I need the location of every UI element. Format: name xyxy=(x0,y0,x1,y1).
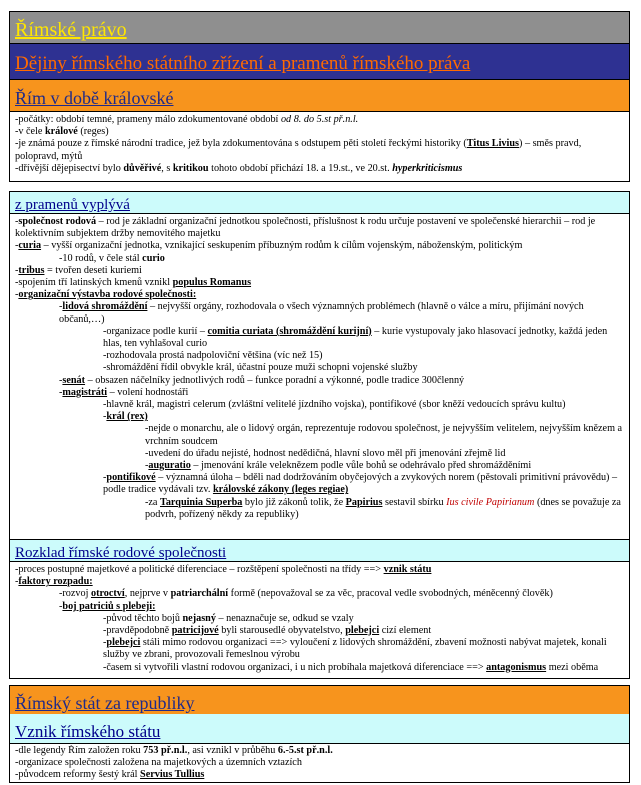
text-line: -pravděpodobně patricijové byli starousedlé obyvatelstvo, plebejci cizí element xyxy=(103,625,432,637)
section-dissolution-body xyxy=(9,562,630,679)
text-line: -10 rodů, v čele stál curio xyxy=(59,252,165,264)
subtitle xyxy=(9,44,630,80)
text-line: -v čele králové (reges) xyxy=(15,126,109,138)
text-line: -je známá pouze z římské národní tradice, jež byla zdokumentována s odstupem pěti století řeckými historiky (Titus Livius) – směs pravd, polopravd, mýtů xyxy=(15,138,582,162)
text-line: -plebejci stáli mimo rodovou organizaci ==> vyloučení z lidových shromáždění, zbavení možnosti nabývat majetek, konali služby ve zbrani, provozovali řemeslnou výrobu xyxy=(103,637,607,661)
text-line: -rozvoj otroctví, nejprve v patriarchální formě (nepovažoval se za věc, pracoval vedle svobodných, méněcenný člověk) xyxy=(59,588,553,600)
text-line: -za Tarquinia Superba bylo již zákonů tolik, že Papirius sestavil sbírku Ius civile Papirianum (dnes se považuje za podvrh, pořízený někdy za republiky) xyxy=(145,496,621,520)
main-title xyxy=(9,11,630,44)
text-line: -shromáždění řídil obvykle král, účastní pouze muži schopni vojenské služby xyxy=(103,362,418,374)
text-line: -curia – vyšší organizační jednotka, vznikající seskupením příbuzným rodům k cílům vojenským, náboženským, politickým xyxy=(15,240,523,252)
section-heading-kingdom-text: Řím v době královské xyxy=(15,88,174,108)
text-line: -časem si vytvořili vlastní rodovou organizaci, i u nich probíhala majetková diferenciace ==> antagonismus mezi oběma xyxy=(103,661,599,673)
text-line: -tribus = tvořen deseti kuriemi xyxy=(15,264,142,276)
text-line: -auguratio – jmenování krále veleknězem podle vůle bohů se odehrávalo před shromážděními xyxy=(145,460,532,472)
section-heading-sources-text: z pramenů vyplývá xyxy=(15,197,130,213)
text-line: -organizace společnosti založena na majetkových a územních vztazích xyxy=(15,757,302,769)
text-line: -proces postupné majetkové a politické diferenciace – rozštěpení společnosti na třídy ==> vznik státu xyxy=(15,564,432,575)
text-line: -původcem reformy šestý král Servius Tullius xyxy=(15,769,205,781)
section-heading-republic xyxy=(9,685,630,715)
text-line: -senát – obsazen náčelníky jednotlivých rodů – funkce poradní a výkonné, podle tradice 300členný xyxy=(59,374,465,386)
section-origin-body xyxy=(9,743,630,783)
text-line: -původ těchto bojů nejasný – nenaznačuje se, odkud se vzaly xyxy=(103,612,354,624)
main-title-text: Římské právo xyxy=(15,19,127,41)
text-line: -rozhodovala prostá nadpoloviční většina (víc než 15) xyxy=(103,350,323,362)
text-line: -organizační výstavba rodové společnosti: xyxy=(15,289,197,301)
text-line: -faktory rozpadu: xyxy=(15,576,93,588)
section-sources-body xyxy=(9,214,630,540)
section-heading-kingdom xyxy=(9,80,630,112)
text-line: -nejde o monarchu, ale o lidový orgán, reprezentuje rodovou společnost, je nejvyšším velitelem, nejvyšším knězem a vrchním soudcem xyxy=(145,423,623,447)
text-line: -počátky: období temné, prameny málo zdokumentované období od 8. do 5.st př.n.l. xyxy=(15,114,359,125)
text-line: -král (rex) xyxy=(103,411,148,423)
section-heading-dissolution-text: Rozklad římské rodové společnosti xyxy=(15,545,227,561)
text-line: -hlavně král, magistri celerum (zvláštní velitelé jízdního vojska), pontifikové (sbor kněží vedoucích správu kultu) xyxy=(103,399,566,411)
text-line: -magistráti – volení hodnostáři xyxy=(59,386,189,398)
text-line: -boj patriciů s plebeji: xyxy=(59,600,156,612)
section-heading-dissolution xyxy=(9,539,630,562)
subtitle-text: Dějiny římského státního zřízení a pramenů římského práva xyxy=(15,53,471,74)
text-line: -dle legendy Řím založen roku 753 př.n.l., asi vznikl v průběhu 6.-5.st př.n.l. xyxy=(15,745,333,756)
text-line: -uvedení do úřadu nejisté, hodnost nedědičná, hlavní slovo měl při jmenování zřejmě lid xyxy=(145,447,506,459)
section-heading-republic-text: Římský stát za republiky xyxy=(15,693,195,713)
text-line: -dřívější dějepisectví bylo důvěřivé, s kritikou tohoto období přichází 18. a 19.st., ve 20.st. hyperkriticismus xyxy=(15,162,463,174)
section-heading-origin-text: Vznik římského státu xyxy=(15,722,161,741)
text-line: -lidová shromáždění – nejvyšší orgány, rozhodovala o všech významných problémech (hlavně o válce a míru, přijímání nových občanů,…) xyxy=(59,301,584,325)
text-line: -společnost rodová – rod je základní organizační jednotkou společnosti, příslušnost k rodu určuje postavení ve společenské hierarchii – rod je kolektivním subjektem držby nemovitého majetku xyxy=(15,216,596,240)
section-kingdom-body xyxy=(9,112,630,182)
text-line: -spojením tří latinských kmenů vznikl populus Romanus xyxy=(15,277,252,289)
section-heading-sources xyxy=(9,191,630,214)
section-heading-origin xyxy=(9,714,630,744)
text-line: -organizace podle kurií – comitia curiata (shromáždění kurijní) – kurie vystupovaly jako hlasovací jednotky, každá jeden hlas, ten vyhlašoval curio xyxy=(103,325,608,350)
text-line: -pontifikové – významná úloha – bděli nad dodržováním obyčejových a zvykových norem (pěstovali primitivní právovědu) – podle tradice vydávali tzv. královské zákony (leges regiae) xyxy=(103,472,618,496)
